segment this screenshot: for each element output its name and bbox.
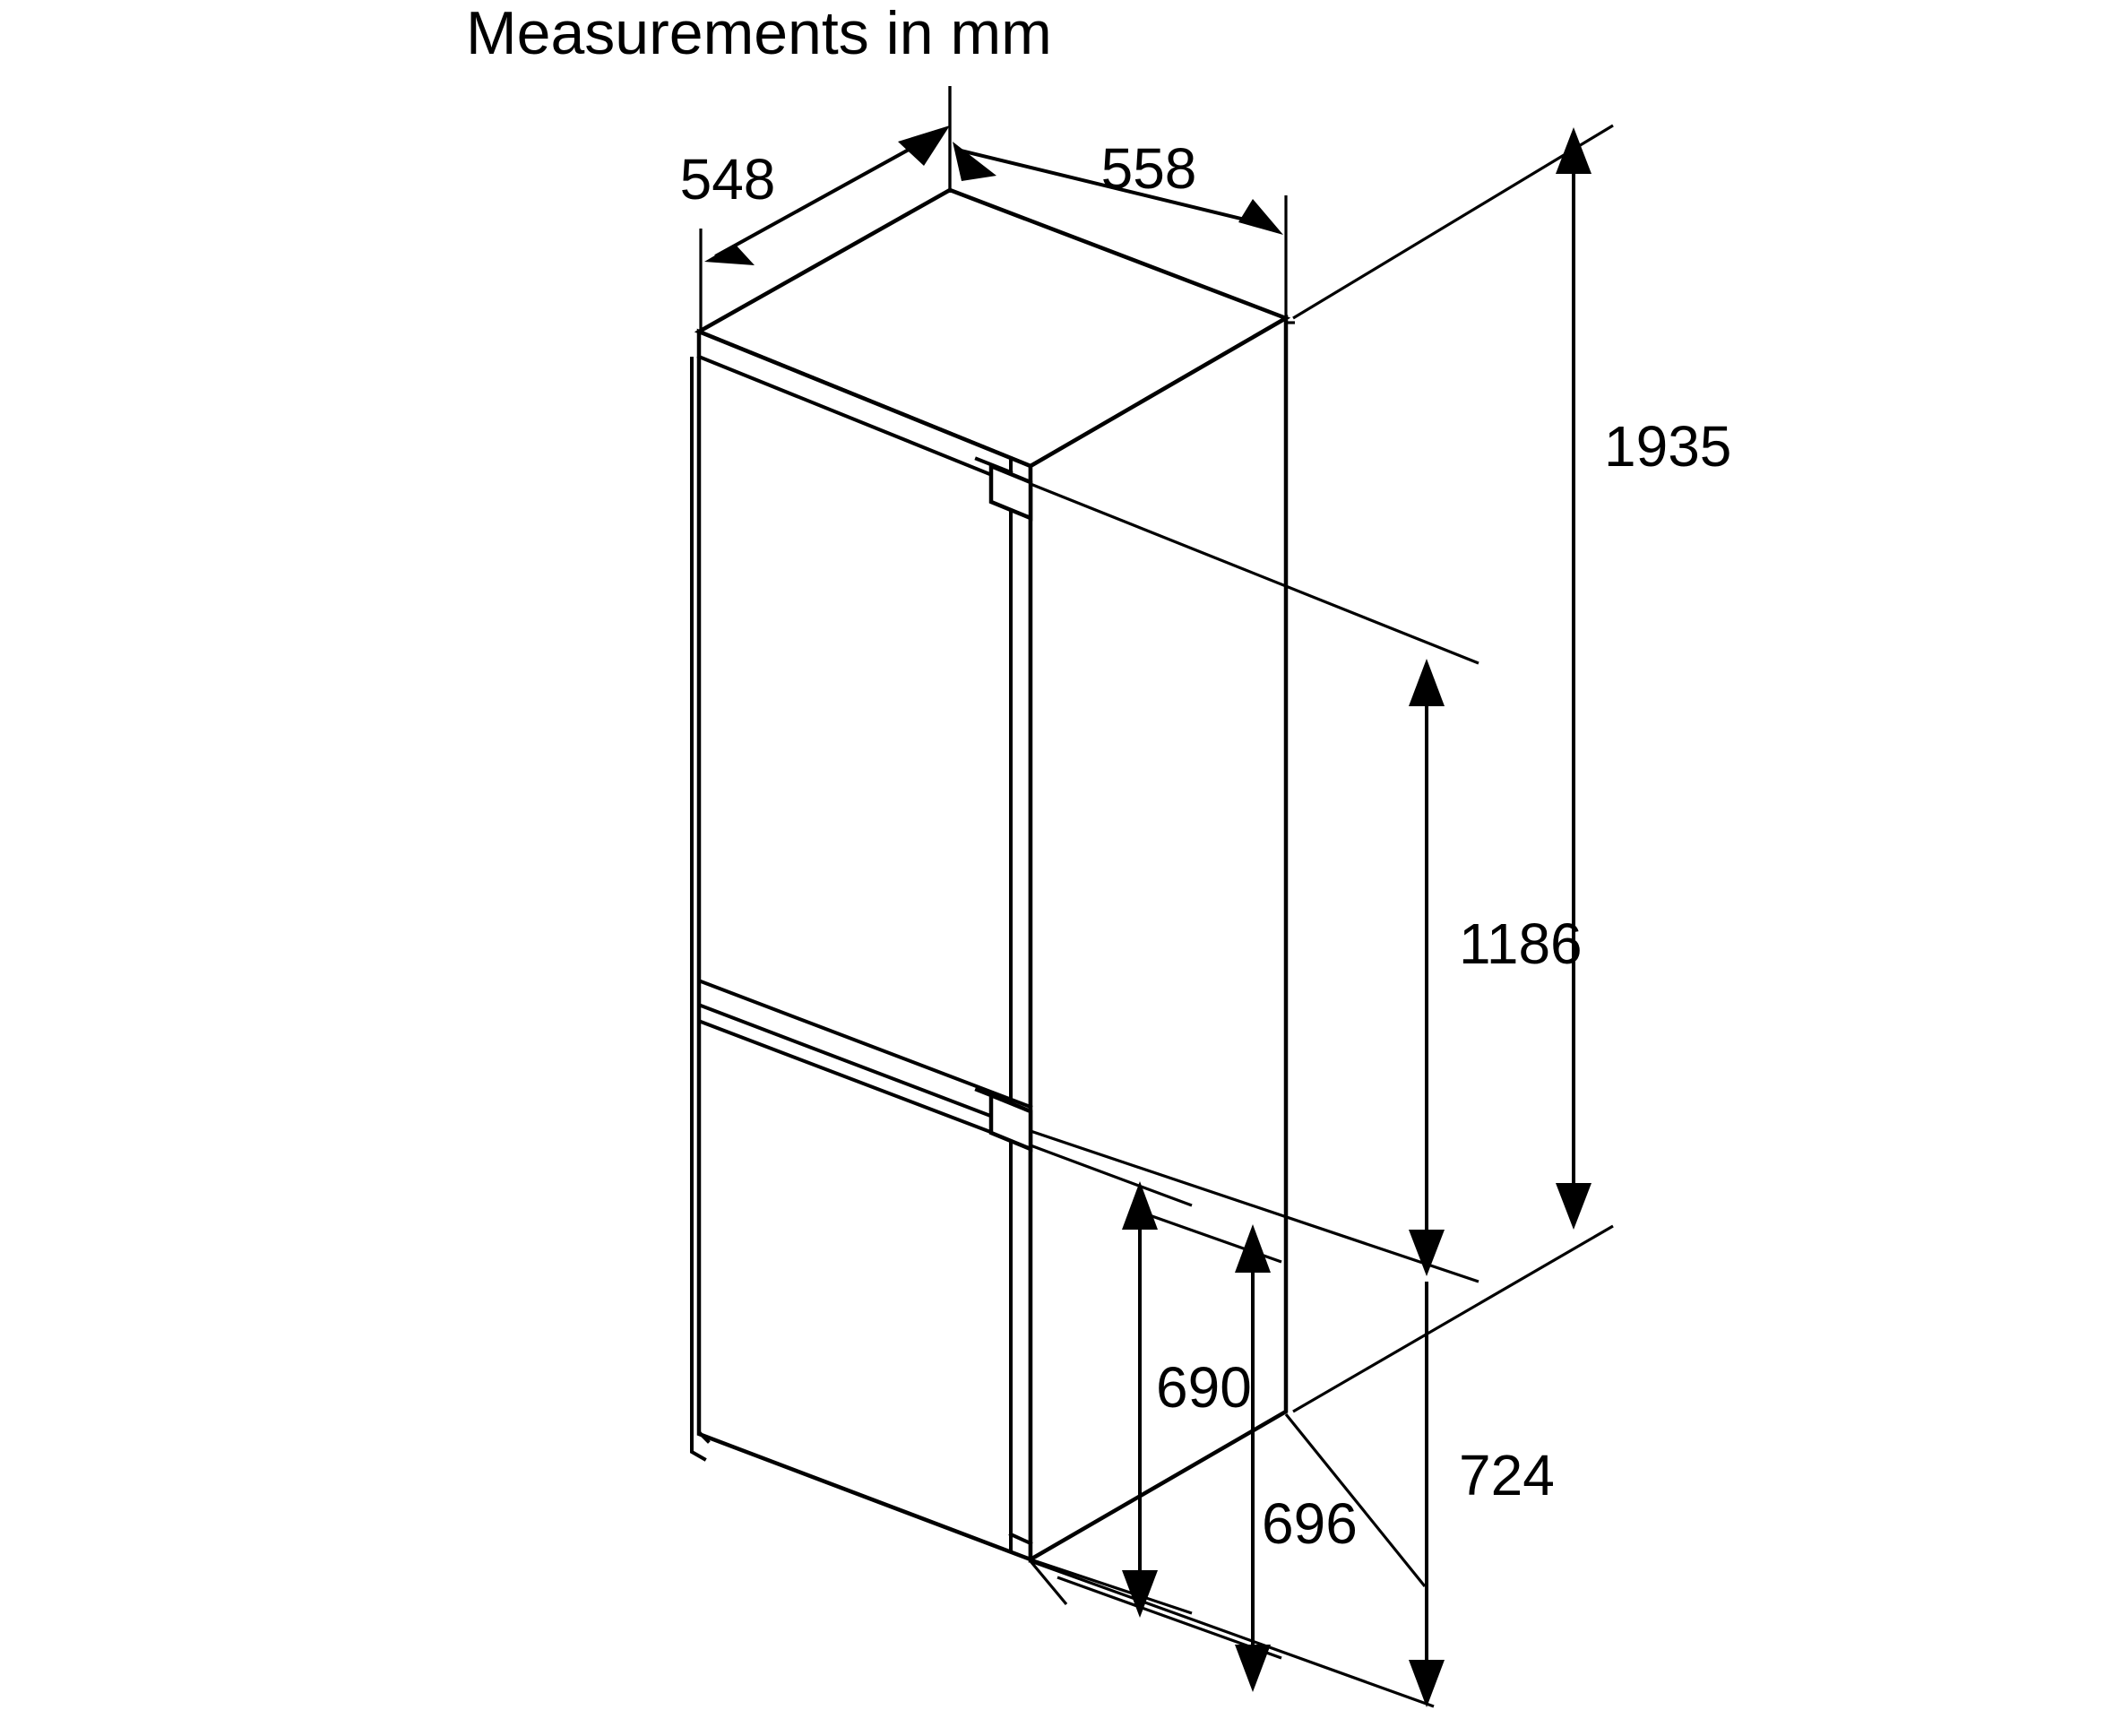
dimension-label-1935: 1935	[1604, 414, 1732, 479]
appliance-outline	[692, 190, 1286, 1559]
diagram-title: Measurements in mm	[466, 0, 1052, 67]
dimension-label-696: 696	[1262, 1491, 1358, 1556]
dimension-label-1186: 1186	[1459, 911, 1583, 976]
dimension-label-690: 690	[1156, 1355, 1252, 1420]
dimension-label-548: 548	[679, 147, 776, 212]
dimension-1935	[1293, 125, 1731, 1412]
dimension-label-558: 558	[1100, 136, 1197, 201]
dimension-label-724: 724	[1459, 1443, 1555, 1507]
